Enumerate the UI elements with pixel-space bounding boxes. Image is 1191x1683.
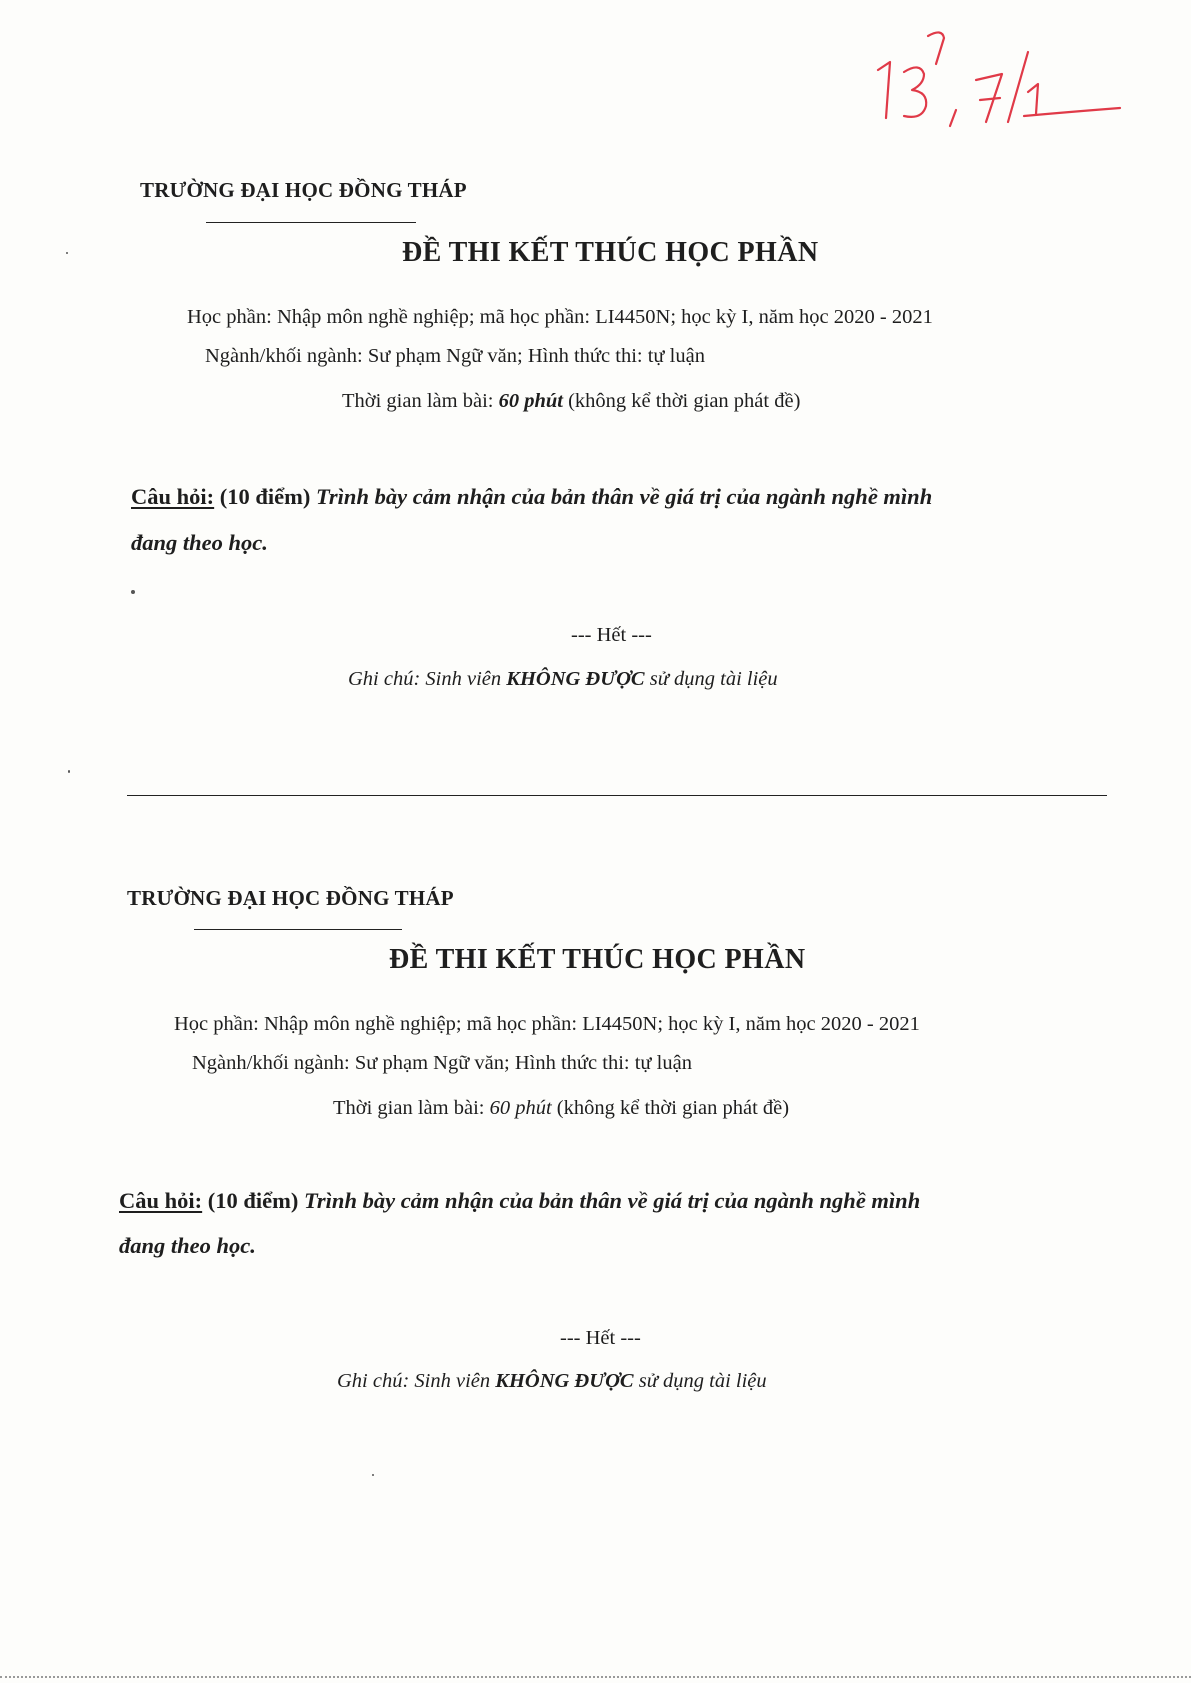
question-text-continued: đang theo học.	[131, 530, 268, 555]
time-value: 60 phút	[498, 390, 563, 412]
question-label: Câu hỏi:	[119, 1188, 203, 1213]
note-prefix: Ghi chú: Sinh viên	[337, 1370, 496, 1392]
time-prefix: Thời gian làm bài:	[333, 1097, 490, 1119]
exam-title: ĐỀ THI KẾT THÚC HỌC PHẦN	[389, 944, 806, 975]
end-marker: --- Hết ---	[560, 1327, 641, 1349]
scan-edge	[0, 1676, 1191, 1678]
scan-speck	[66, 252, 68, 254]
note	[337, 1370, 767, 1393]
school-name: TRƯỜNG ĐẠI HỌC ĐỒNG THÁP	[140, 178, 467, 202]
time-suffix: (không kể thời gian phát đề)	[562, 390, 801, 412]
major-line: Ngành/khối ngành: Sư phạm Ngữ văn; Hình thức thi: tự luận	[192, 1052, 692, 1074]
school-underline	[206, 222, 416, 223]
question-continued	[119, 1233, 256, 1259]
note-suffix: sử dụng tài liệu	[633, 1370, 767, 1392]
school-underline	[194, 929, 402, 930]
note-prefix: Ghi chú: Sinh viên	[348, 668, 507, 690]
note-strong: KHÔNG ĐƯỢC	[506, 668, 645, 690]
time-suffix: (không kể thời gian phát đề)	[551, 1097, 790, 1119]
question-text: Trình bày cảm nhận của bản thân về giá trị của ngành nghề mình	[316, 484, 933, 509]
question	[131, 484, 932, 510]
time-value: 60 phút	[489, 1097, 552, 1119]
end-marker: --- Hết ---	[571, 624, 652, 646]
separator-line	[127, 795, 1107, 796]
question-continued	[131, 530, 268, 556]
question-label: Câu hỏi:	[131, 484, 215, 509]
time-prefix: Thời gian làm bài:	[342, 390, 499, 412]
note	[348, 668, 778, 691]
note-suffix: sử dụng tài liệu	[644, 668, 778, 690]
handwritten-mark	[868, 22, 1128, 132]
major-line: Ngành/khối ngành: Sư phạm Ngữ văn; Hình thức thi: tự luận	[205, 345, 705, 367]
note-strong: KHÔNG ĐƯỢC	[495, 1370, 634, 1392]
school-name: TRƯỜNG ĐẠI HỌC ĐỒNG THÁP	[127, 886, 454, 910]
course-line: Học phần: Nhập môn nghề nghiệp; mã học phần: LI4450N; học kỳ I, năm học 2020 - 2021	[174, 1013, 920, 1035]
question	[119, 1188, 920, 1214]
time-line	[333, 1097, 789, 1120]
course-line: Học phần: Nhập môn nghề nghiệp; mã học phần: LI4450N; học kỳ I, năm học 2020 - 2021	[187, 306, 933, 328]
scan-speck	[68, 770, 70, 773]
question-points: (10 điểm)	[202, 1188, 305, 1213]
question-points: (10 điểm)	[214, 484, 317, 509]
question-text-continued: đang theo học.	[119, 1233, 256, 1258]
time-line	[342, 390, 800, 413]
scan-speck	[131, 590, 135, 594]
scan-speck	[372, 1474, 374, 1476]
exam-title: ĐỀ THI KẾT THÚC HỌC PHẦN	[402, 237, 819, 268]
question-text: Trình bày cảm nhận của bản thân về giá trị của ngành nghề mình	[304, 1188, 921, 1213]
